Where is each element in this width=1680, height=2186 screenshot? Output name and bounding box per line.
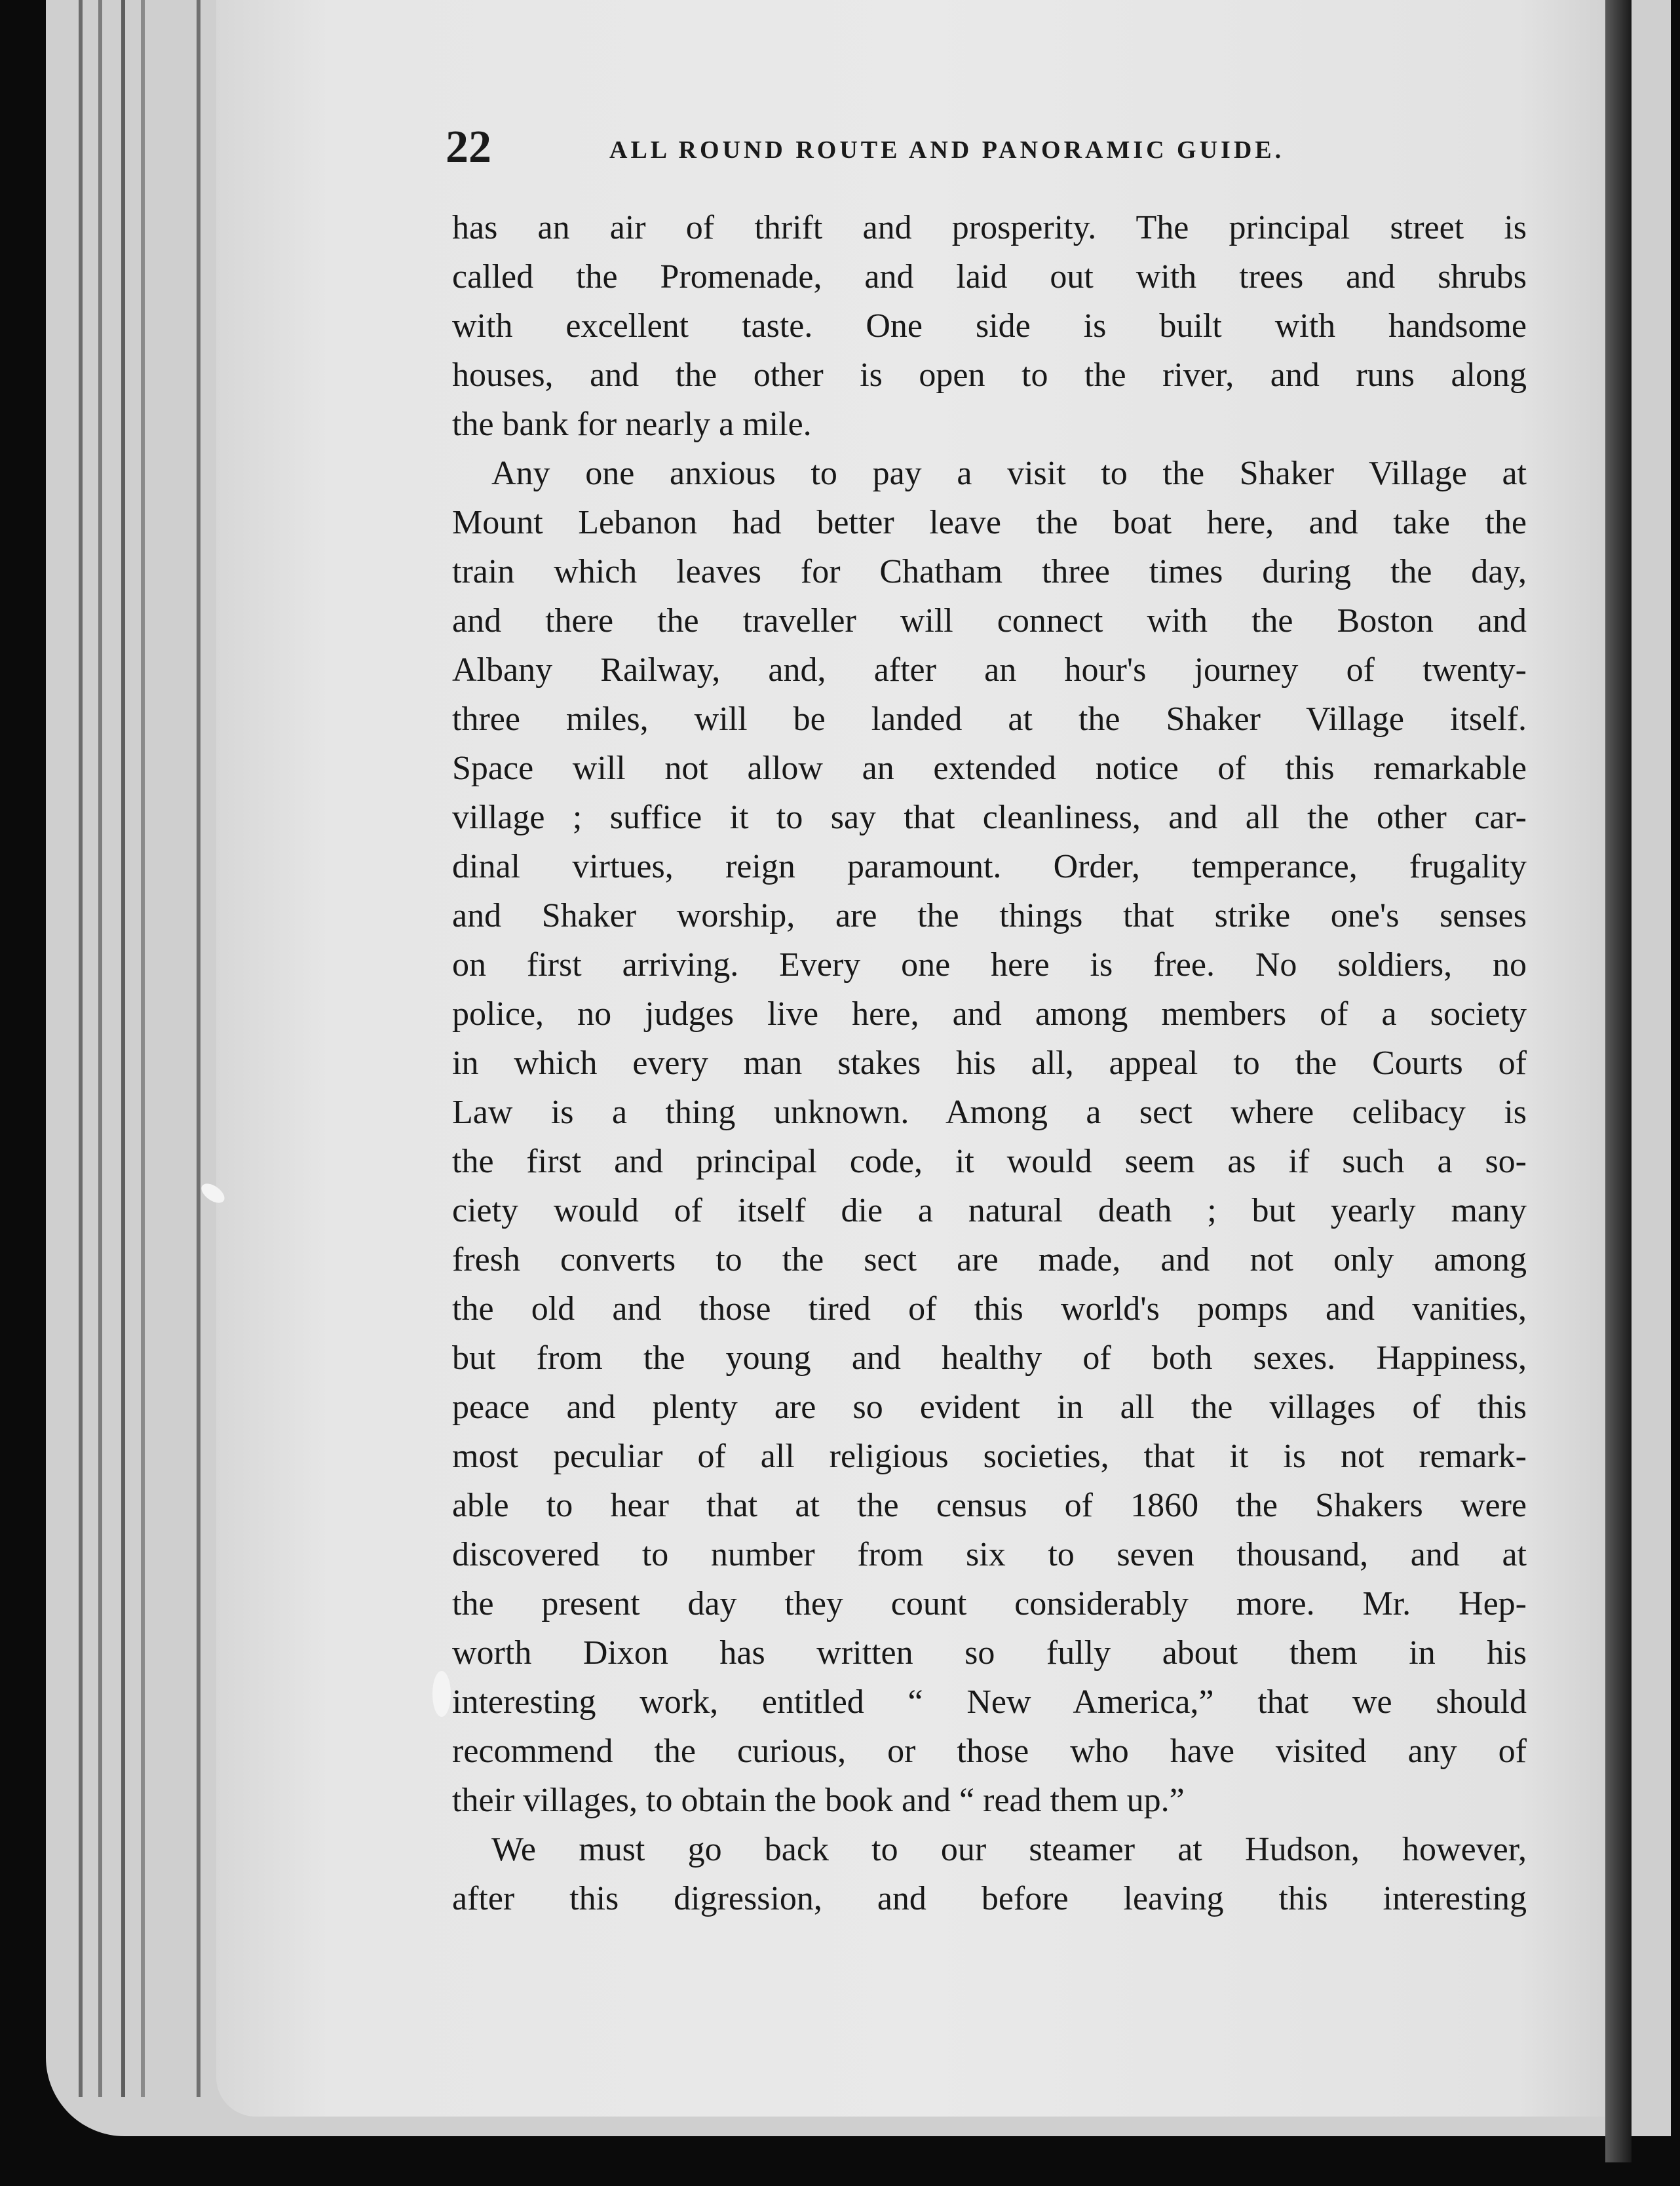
text-line: houses, and the other is open to the river, and runs along [452,356,1527,394]
page-stack-line [141,0,145,2097]
text-line: the first and principal code, it would seem as if such a so- [452,1143,1527,1180]
text-line: the present day they count considerably more. Mr. Hep- [452,1585,1527,1622]
page-gutter [1605,0,1632,2162]
text-line: worth Dixon has written so fully about them in his [452,1634,1527,1672]
text-line: but from the young and healthy of both sexes. Happiness, [452,1339,1527,1377]
text-line: village ; suffice it to say that cleanliness, and all the other car- [452,799,1527,836]
page-stack-line [98,0,102,2097]
text-line: with excellent taste. One side is built with handsome [452,307,1527,345]
text-line: Space will not allow an extended notice of this remarkable [452,750,1527,787]
text-line: Albany Railway, and, after an hour's journey of twenty- [452,651,1527,689]
text-line: interesting work, entitled “ New America,” that we should [452,1683,1527,1721]
text-line: fresh converts to the sect are made, and not only among [452,1241,1527,1278]
page-header [446,121,1409,180]
page-stack-line [121,0,125,2097]
text-line: and there the traveller will connect with the Boston and [452,602,1527,640]
text-line: Any one anxious to pay a visit to the Shaker Village at [491,455,1527,492]
body-text [452,203,1527,1923]
text-line: Law is a thing unknown. Among a sect where celibacy is [452,1094,1527,1131]
text-line: their villages, to obtain the book and “ read them up.” [452,1782,1185,1819]
text-line: on first arriving. Every one here is free. No soldiers, no [452,946,1527,984]
text-line: train which leaves for Chatham three times during the day, [452,553,1527,590]
page-stack-line [197,0,200,2097]
text-line: Mount Lebanon had better leave the boat here, and take the [452,504,1527,541]
text-line: after this digression, and before leaving this interesting [452,1880,1527,1917]
page-number: 22 [446,122,491,172]
text-line: and Shaker worship, are the things that strike one's senses [452,897,1527,934]
text-line: dinal virtues, reign paramount. Order, temperance, frugality [452,848,1527,885]
text-line: recommend the curious, or those who have visited any of [452,1733,1527,1770]
text-line: We must go back to our steamer at Hudson, however, [491,1831,1527,1868]
text-line: the old and those tired of this world's pomps and vanities, [452,1290,1527,1328]
text-line: most peculiar of all religious societies, that it is not remark- [452,1438,1527,1475]
scan-speck [432,1671,451,1717]
text-line: called the Promenade, and laid out with trees and shrubs [452,258,1527,296]
running-title: ALL ROUND ROUTE AND PANORAMIC GUIDE. [609,136,1285,164]
text-line: peace and plenty are so evident in all the villages of this [452,1389,1527,1426]
text-line: three miles, will be landed at the Shaker Village itself. [452,700,1527,738]
page-stack-line [79,0,83,2097]
text-line: in which every man stakes his all, appeal to the Courts of [452,1045,1527,1082]
text-line: able to hear that at the census of 1860 the Shakers were [452,1487,1527,1524]
text-line: the bank for nearly a mile. [452,406,812,443]
text-line: police, no judges live here, and among members of a society [452,995,1527,1033]
text-line: has an air of thrift and prosperity. The principal street is [452,209,1527,246]
text-line: discovered to number from six to seven thousand, and at [452,1536,1527,1573]
text-line: ciety would of itself die a natural death ; but yearly many [452,1192,1527,1229]
